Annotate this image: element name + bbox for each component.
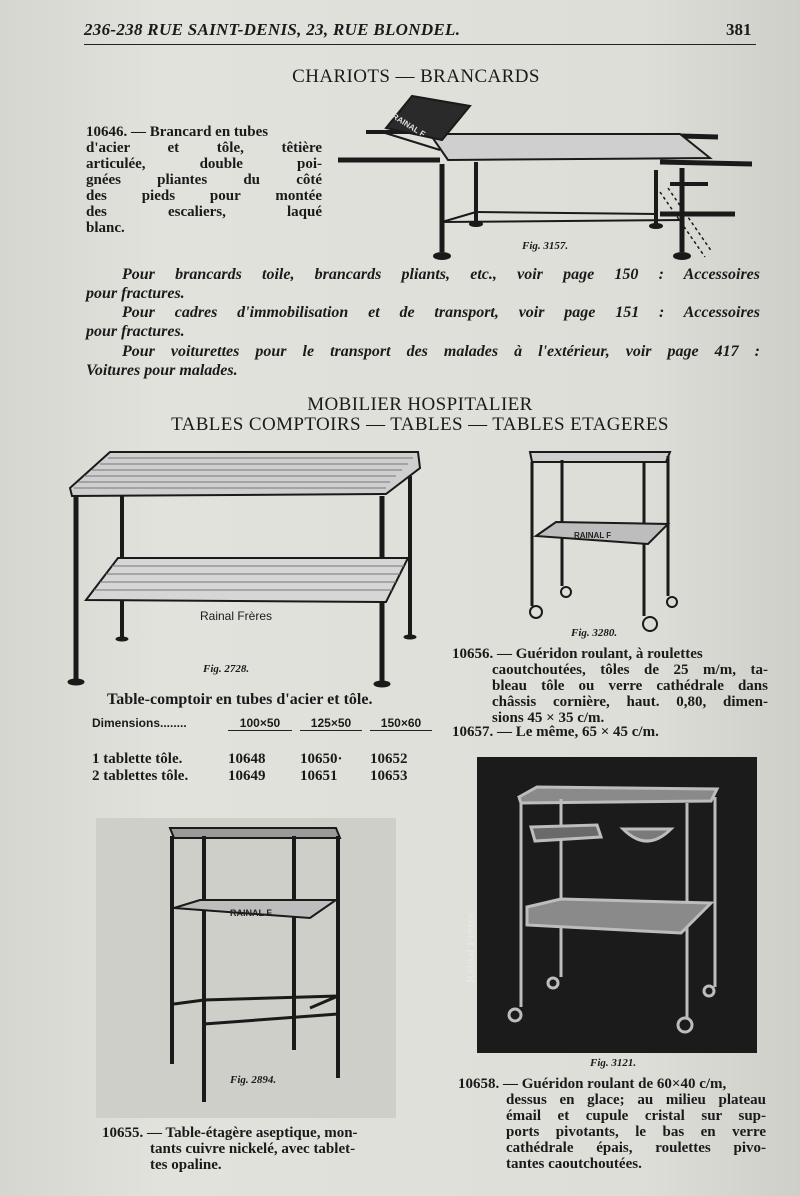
section-subtitle-tables: TABLES COMPTOIRS — TABLES — TABLES ETAGERES xyxy=(171,414,669,435)
dimensions-cell: 10652 xyxy=(370,751,408,767)
item-10646-line: gnées pliantes du côté xyxy=(86,172,322,188)
figure-caption-2894: Fig. 2894. xyxy=(230,1074,277,1086)
page-number: 381 xyxy=(726,20,752,39)
note-line: Pour voiturettes pour le transport des malades à l'extérieur, voir page 417 : xyxy=(122,343,760,360)
table-brand-label: Rainal Frères xyxy=(200,609,273,623)
header-rule xyxy=(84,44,756,45)
dimensions-column-header: 100×50 xyxy=(228,716,292,731)
dimensions-column-header: 150×60 xyxy=(370,716,432,731)
item-10646-line: des pieds pour montée xyxy=(86,188,322,204)
item-10657-ref: 10657. xyxy=(452,724,494,740)
dimensions-row-label: 2 tablettes tôle. xyxy=(92,768,189,784)
item-10658-ref: 10658. xyxy=(458,1076,500,1092)
note-line: Voitures pour malades. xyxy=(86,362,238,379)
dimensions-row xyxy=(92,751,442,768)
figure-caption-2728: Fig. 2728. xyxy=(203,663,250,675)
item-10646-description xyxy=(86,124,322,236)
item-10658-line: ports pivotants, le bas en verre xyxy=(506,1124,766,1140)
item-10655-ref: 10655. xyxy=(102,1125,144,1141)
dimensions-row xyxy=(92,768,442,785)
item-10655-line: tants cuivre nickelé, avec tablet- xyxy=(150,1141,356,1157)
item-10655-line: tes opaline. xyxy=(150,1157,222,1173)
item-10658-line: cathédrale épais, roulettes pivo- xyxy=(506,1140,766,1156)
section-title-chariots: CHARIOTS — BRANCARDS xyxy=(292,66,540,87)
shelf-brand-label: RAINAL F xyxy=(230,908,272,918)
item-10655-line: — Table-étagère aseptique, mon- xyxy=(147,1125,358,1141)
page-header-address: 236-238 RUE SAINT-DENIS, 23, RUE BLONDEL. xyxy=(84,20,461,39)
item-10658-description xyxy=(458,1076,766,1172)
item-10656-line: bleau tôle ou verre cathédrale dans xyxy=(492,678,768,694)
figure-caption-3157: Fig. 3157. xyxy=(522,240,569,252)
item-10656-line: caoutchoutées, tôles de 25 m/m, ta- xyxy=(492,662,768,678)
dimensions-label: Dimensions........ xyxy=(92,716,187,730)
note-line: pour fractures. xyxy=(86,285,185,302)
dimensions-table xyxy=(92,716,442,785)
item-10656-line: sions 45 × 35 c/m. xyxy=(492,710,605,726)
counter-table-illustration xyxy=(68,448,438,688)
item-10658-line: émail et cupule cristal sur sup- xyxy=(506,1108,766,1124)
item-10656-line: — Guéridon roulant, à roulettes xyxy=(497,646,703,662)
item-10657-text: — Le même, 65 × 45 c/m. xyxy=(497,724,659,740)
item-10646-line: — Brancard en tubes xyxy=(131,124,269,140)
note-line: Pour brancards toile, brancards pliants, etc., voir page 150 : Accessoires xyxy=(122,266,760,283)
dimensions-cell: 10651 xyxy=(300,768,338,784)
note-stretchers xyxy=(86,265,760,303)
note-line: Pour cadres d'immobilisation et de transport, voir page 151 : Accessoires xyxy=(122,304,760,321)
table-caption: Table-comptoir en tubes d'acier et tôle. xyxy=(107,691,373,708)
dimensions-column-header: 125×50 xyxy=(300,716,362,731)
item-10656-ref: 10656. xyxy=(452,646,494,662)
dimensions-cell: 10650· xyxy=(300,751,343,767)
trolley-photo xyxy=(463,757,757,1053)
figure-caption-3121: Fig. 3121. xyxy=(590,1057,637,1069)
note-frames xyxy=(86,303,760,341)
item-10655-description xyxy=(102,1125,418,1173)
small-cart-illustration xyxy=(522,446,682,636)
figure-caption-3280: Fig. 3280. xyxy=(571,627,618,639)
item-10656-line: châssis cornière, haut. 0,80, dimen- xyxy=(492,694,768,710)
dimensions-header-row xyxy=(92,716,442,731)
section-title-mobilier: MOBILIER HOSPITALIER xyxy=(307,394,533,415)
trolley-photo-drawing xyxy=(477,757,757,1053)
dimensions-cell: 10649 xyxy=(228,768,266,784)
note-line: pour fractures. xyxy=(86,323,185,340)
dimensions-row-label: 1 tablette tôle. xyxy=(92,751,183,767)
item-10646-line: articulée, double poi- xyxy=(86,156,322,172)
item-10646-line: des escaliers, laqué xyxy=(86,204,322,220)
note-wheelchairs xyxy=(86,342,760,380)
photo-credit-label: Rainal Frères xyxy=(463,912,477,983)
item-10658-line: — Guéridon roulant de 60×40 c/m, xyxy=(503,1076,727,1092)
cart-brand-label: RAINAL F xyxy=(574,531,612,540)
item-10646-ref: 10646. xyxy=(86,124,128,140)
dimensions-cell: 10648 xyxy=(228,751,266,767)
item-10657-description xyxy=(452,724,659,740)
stretcher-brand-label: RAINAL F xyxy=(390,111,427,139)
item-10656-description xyxy=(452,646,768,726)
dimensions-cell: 10653 xyxy=(370,768,408,784)
shelf-table-illustration xyxy=(160,824,350,1114)
item-10646-line: d'acier et tôle, têtière xyxy=(86,140,322,156)
item-10646-line: blanc. xyxy=(86,220,125,236)
item-10658-line: tantes caoutchoutées. xyxy=(506,1156,642,1172)
item-10658-line: dessus en glace; au milieu plateau xyxy=(506,1092,766,1108)
